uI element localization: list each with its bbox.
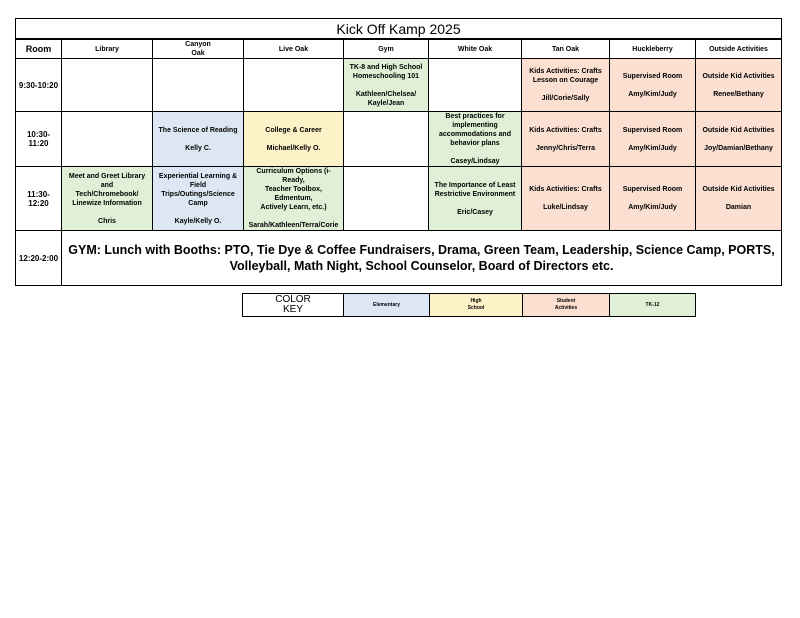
session-line: Casey/Lindsay (450, 158, 500, 165)
line-gap (431, 199, 519, 208)
session-line: Sarah/Kathleen/Terra/Corie (248, 222, 339, 229)
header-canyon-line2: Oak (191, 50, 205, 57)
session-line: Experiential Learning & (158, 172, 238, 180)
cell-library-empty (62, 59, 153, 112)
time-slot: 12:20-2:00 (16, 231, 62, 286)
session-line: The Importance of Least (434, 181, 516, 189)
line-gap (612, 81, 693, 90)
session-line: Camp (188, 199, 208, 207)
session-line: Amy/Kim/Judy (628, 204, 677, 211)
cell-gym-empty (344, 167, 429, 231)
session-line: Supervised Room (622, 186, 683, 193)
line-gap (64, 208, 150, 217)
key-student-line1: Student (556, 298, 576, 304)
session-cell (610, 112, 696, 167)
session-line: Kelly C. (185, 144, 211, 152)
session-line: The Science of Reading (158, 126, 238, 134)
cell-library-empty (62, 112, 153, 167)
session-line: Jenny/Chris/Terra (535, 144, 595, 152)
session-cell (610, 59, 696, 112)
session-line: Chris (98, 217, 116, 225)
line-gap (346, 81, 426, 90)
session-line: Joy/Damian/Bethany (704, 144, 773, 152)
session-cell (244, 167, 344, 231)
key-high-line2: School (467, 305, 485, 311)
page-title: Kick Off Kamp 2025 (16, 19, 782, 40)
time-slot: 9:30-10:20 (16, 59, 62, 112)
session-line: College & Career (265, 126, 322, 134)
session-line: Luke/Lindsay (543, 204, 588, 211)
session-line: Outside Kid Activities (702, 186, 775, 193)
session-line: Meet and Greet Library and (68, 172, 146, 189)
session-cell (344, 59, 429, 112)
cell-liveoak-empty (244, 59, 344, 112)
key-tk12: TK-12 (610, 294, 696, 317)
session-cell (429, 167, 522, 231)
color-key (242, 293, 696, 317)
session-line: Lesson on Courage (532, 77, 599, 84)
session-line: Renee/Bethany (713, 90, 764, 98)
time-slot: 11:30-12:20 (16, 167, 62, 231)
cell-whiteoak-empty (429, 59, 522, 112)
cell-gym-empty (344, 112, 429, 167)
session-line: Homeschooling 101 (352, 72, 420, 80)
time-slot: 10:30-11:20 (16, 112, 62, 167)
line-gap (246, 212, 341, 221)
session-line: Kids Activities: Crafts (529, 126, 602, 134)
line-gap (155, 135, 241, 144)
session-line: Jill/Corie/Sally (541, 95, 590, 102)
session-cell (522, 167, 610, 231)
line-gap (612, 194, 693, 203)
header-live-oak: Live Oak (244, 39, 344, 59)
lunch-cell (62, 231, 782, 286)
session-line: Outside Kid Activities (702, 126, 775, 134)
header-huckleberry: Huckleberry (610, 39, 696, 59)
line-gap (155, 208, 241, 217)
key-student-line2: Activities (554, 305, 578, 311)
header-room: Room (16, 39, 62, 59)
lunch-line1: GYM: Lunch with Booths: PTO, Tie Dye & Coffee Fundraisers, Drama, Green Team, Leadership, Science Camp, PORTS, (68, 243, 775, 257)
session-line: Kids Activities: Crafts (529, 68, 602, 75)
session-line: Michael/Kelly O. (266, 144, 321, 152)
session-line: TK-8 and High School (349, 63, 423, 71)
session-line: Outside Kid Activities (702, 72, 775, 80)
session-line: implementing (452, 122, 498, 129)
session-line: Supervised Room (622, 72, 683, 80)
header-white-oak: White Oak (429, 39, 522, 59)
session-cell (153, 167, 244, 231)
session-line: accommodations and (439, 131, 511, 138)
lunch-line2: Volleyball, Math Night, School Counselor, Board of Directors etc. (229, 259, 614, 273)
session-line: Actively Learn, etc.) (260, 204, 327, 211)
session-line: Kayle/Jean (367, 99, 405, 107)
line-gap (698, 194, 779, 203)
line-gap (612, 135, 693, 144)
session-line: Curriculum Options (i-Ready, (256, 168, 331, 184)
session-cell (244, 112, 344, 167)
key-elementary: Elementary (344, 294, 430, 317)
session-line: Tech/Chromebook/ (75, 190, 139, 198)
session-line: Kayle/Kelly O. (174, 217, 222, 225)
session-cell (153, 112, 244, 167)
header-canyon-oak (153, 39, 244, 59)
session-line: Kathleen/Chelsea/ (355, 90, 417, 98)
line-gap (698, 81, 779, 90)
session-cell (696, 59, 782, 112)
session-cell (522, 112, 610, 167)
session-cell (522, 59, 610, 112)
session-line: Best practices for (445, 113, 505, 120)
session-cell (696, 112, 782, 167)
session-cell (696, 167, 782, 231)
line-gap (246, 135, 341, 144)
session-line: Trips/Outings/Science (161, 190, 235, 198)
key-high-line1: High (470, 298, 482, 304)
schedule-table (15, 18, 782, 286)
key-student-activities (523, 294, 610, 317)
line-gap (698, 135, 779, 144)
line-gap (431, 148, 519, 157)
line-gap (524, 135, 607, 144)
session-line: Damian (725, 204, 752, 211)
session-line: Field (189, 181, 207, 189)
header-tan-oak: Tan Oak (522, 39, 610, 59)
session-line: Amy/Kim/Judy (628, 90, 677, 98)
session-line: Kids Activities: Crafts (529, 186, 602, 193)
session-cell (62, 167, 153, 231)
cell-canyon-empty (153, 59, 244, 112)
session-line: Supervised Room (622, 126, 683, 134)
color-key-title (243, 294, 344, 317)
key-title-line1: COLOR (275, 294, 311, 305)
session-line: Linewize Information (72, 199, 142, 207)
session-line: Eric/Casey (457, 208, 493, 216)
line-gap (524, 194, 607, 203)
header-gym: Gym (344, 39, 429, 59)
session-cell (429, 112, 522, 167)
session-line: Amy/Kim/Judy (628, 144, 677, 152)
key-high-school (430, 294, 523, 317)
key-title-line2: KEY (282, 304, 303, 315)
session-line: behavior plans (450, 140, 500, 147)
session-line: Restrictive Environment (434, 190, 516, 198)
session-cell (610, 167, 696, 231)
header-canyon-line1: Canyon (185, 41, 211, 48)
header-library: Library (62, 39, 153, 59)
header-outside-activities: Outside Activities (696, 39, 782, 59)
session-line: Teacher Toolbox, Edmentum, (265, 186, 322, 202)
line-gap (524, 85, 607, 94)
